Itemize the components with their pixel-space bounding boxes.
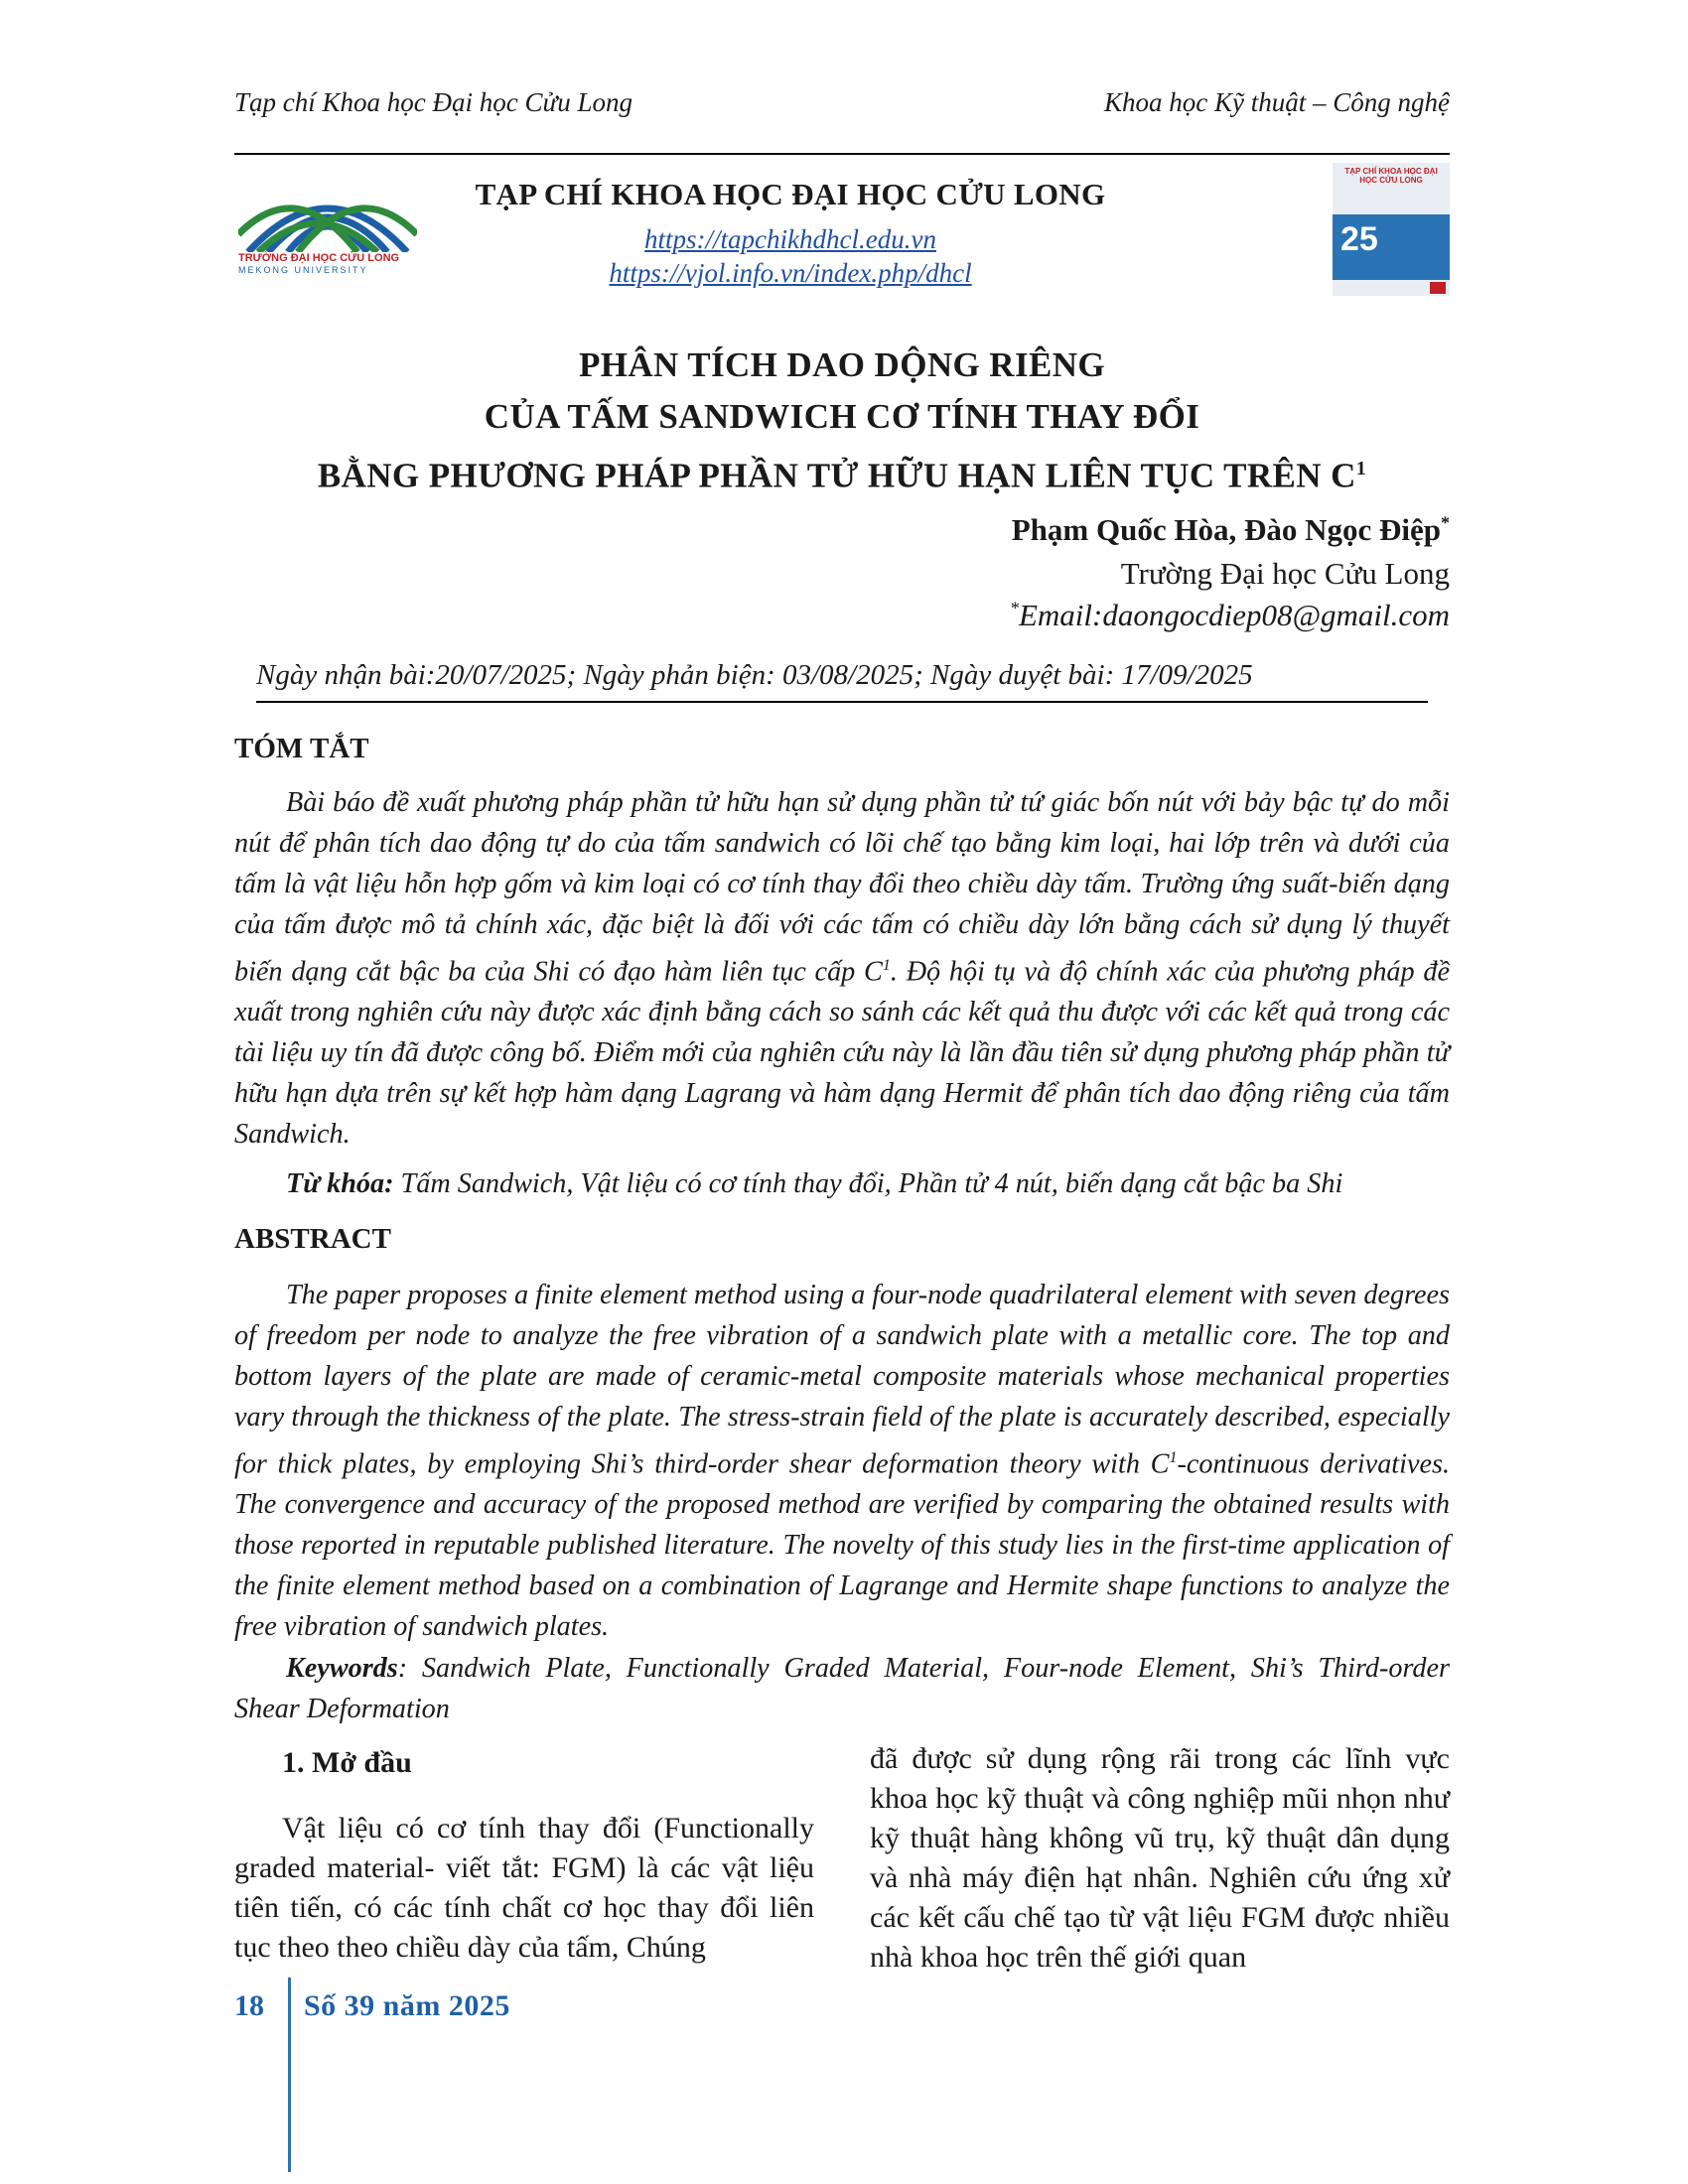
body-paragraph-left: Vật liệu có cơ tính thay đổi (Functionally graded material- viết tắt: FGM) là các vật liệu tiên tiến, có các tính chất cơ học thay đổi liên tục theo theo chiều dày của tấm, Chúng bbox=[234, 1812, 814, 1964]
title-line-2: CỦA TẤM SANDWICH CƠ TÍNH THAY ĐỔI bbox=[484, 397, 1200, 436]
abstract-vi-part-1: Bài báo đề xuất phương pháp phần tử hữu hạn sử dụng phần tử tứ giác bốn nút với bảy bậc tự do mỗi nút để phân tích dao động tự do của tấm sandwich có lõi chế tạo bằng kim loại, hai lớp trên và dưới của tấm là vật liệu hỗn hợp gốm và kim loại có cơ tính thay đổi theo chiều dày tấm. Trường ứng suất-biến dạng của tấm được mô tả chính xác, đặc biệt là đối với các tấm có chiều dày lớn bằng cách sử dụng lý thuyết biến dạng cắt bậc ba của Shi có đạo hàm liên tục cấp C bbox=[234, 787, 1450, 988]
page-number: 18 bbox=[234, 1989, 264, 2022]
journal-link-vjol[interactable]: https://vjol.info.vn/index.php/dhcl bbox=[609, 258, 972, 288]
keywords-en-text: : Sandwich Plate, Functionally Graded Material, Four-node Element, Shi’s Third-order Shear Deformation bbox=[234, 1653, 1450, 1724]
journal-banner bbox=[234, 163, 1450, 294]
keywords-vi bbox=[234, 1163, 1450, 1204]
cover-badge-icon bbox=[1430, 282, 1446, 294]
title-superscript: 1 bbox=[1355, 458, 1367, 479]
footer-rule bbox=[288, 1978, 291, 2172]
cover-text: TẠP CHÍ KHOA HỌC ĐẠI HỌC CỬU LONG bbox=[1344, 167, 1438, 185]
university-logo bbox=[238, 175, 417, 286]
cover-anniversary-number: 25 bbox=[1340, 220, 1378, 258]
submission-dates: Ngày nhận bài:20/07/2025; Ngày phản biện: 03/08/2025; Ngày duyệt bài: 17/09/2025 bbox=[256, 659, 1253, 691]
journal-link-primary[interactable]: https://tapchikhdhcl.edu.vn bbox=[644, 224, 936, 254]
journal-name: TẠP CHÍ KHOA HỌC ĐẠI HỌC CỬU LONG bbox=[475, 177, 1106, 211]
body-paragraph-right: đã được sử dụng rộng rãi trong các lĩnh vực khoa học kỹ thuật và công nghiệp mũi nhọn như kỹ thuật hàng không vũ trụ, kỹ thuật dân dụng và nhà máy điện hạt nhân. Nghiên cứu ứng xử các kết cấu chế tạo từ vật liệu FGM được nhiều nhà khoa học trên thế giới quan bbox=[870, 1742, 1450, 1974]
email-mark: * bbox=[1009, 598, 1019, 618]
email-text[interactable]: Email:daongocdiep08@gmail.com bbox=[1018, 598, 1450, 632]
running-head bbox=[234, 87, 1450, 127]
cover-header bbox=[1333, 163, 1450, 214]
title-line-3-text: BẰNG PHƯƠNG PHÁP PHẦN TỬ HỮU HẠN LIÊN TỤC TRÊN C bbox=[317, 456, 1356, 495]
abstract-vi-heading: TÓM TẮT bbox=[234, 733, 369, 764]
keywords-en bbox=[234, 1648, 1450, 1729]
abstract-en-part-2: -continuous derivatives. The convergence and accuracy of the proposed method are verified by comparing the obtained results with those reported in reputable published literature. The novelty of this study lies in the first-time application of the finite element method based on a combination of Lagrange and Hermite shape functions to analyze the free vibration of sandwich plates. bbox=[234, 1448, 1450, 1643]
author-list bbox=[1012, 512, 1450, 548]
abstract-en bbox=[234, 1275, 1450, 1647]
section-heading-introduction: 1. Mở đầu bbox=[282, 1746, 412, 1779]
dates-rule bbox=[256, 701, 1428, 703]
issue-label: Số 39 năm 2025 bbox=[304, 1989, 510, 2022]
abstract-vi-part-2: . Độ hội tụ và độ chính xác của phương pháp đề xuất trong nghiên cứu này được xác định bằng cách so sánh các kết quả thu được với các kết quả trong các tài liệu uy tín đã được công bố. Điểm mới của nghiên cứu này là lần đầu tiên sử dụng phương pháp phần tử hữu hạn dựa trên sự kết hợp hàm dạng Lagrang và hàm dạng Hermit để phân tích dao động riêng của tấm Sandwich. bbox=[234, 956, 1450, 1151]
corresponding-mark: * bbox=[1441, 512, 1450, 533]
header-rule bbox=[234, 153, 1450, 155]
journal-cover-thumbnail bbox=[1333, 163, 1450, 296]
keywords-vi-label: Từ khóa: bbox=[286, 1168, 394, 1199]
abstract-en-heading: ABSTRACT bbox=[234, 1223, 391, 1255]
logo-wordmark bbox=[238, 252, 417, 276]
logo-arches-icon bbox=[238, 175, 417, 252]
author-names: Phạm Quốc Hòa, Đào Ngọc Điệp bbox=[1011, 512, 1441, 547]
author-affiliation: Trường Đại học Cửu Long bbox=[1120, 556, 1450, 591]
author-email bbox=[1010, 598, 1450, 633]
body-column-right bbox=[870, 1739, 1450, 1978]
title-line-3 bbox=[234, 443, 1450, 502]
abstract-vi-superscript: 1 bbox=[882, 957, 891, 974]
paper-title bbox=[234, 340, 1450, 502]
logo-subtext: MEKONG UNIVERSITY bbox=[238, 265, 368, 275]
abstract-en-part-1: The paper proposes a finite element method using a four-node quadrilateral element with seven degrees of freedom per node to analyze the free vibration of a sandwich plate with a metallic core. The top and bottom layers of the plate are made of ceramic-metal composite materials whose mechanical properties vary through the thickness of the plate. The stress-strain field of the plate is accurately described, especially for thick plates, by employing Shi’s third-order shear deformation theory with C bbox=[234, 1280, 1450, 1480]
body-column-left bbox=[234, 1743, 814, 1968]
title-line-1: PHÂN TÍCH DAO DỘNG RIÊNG bbox=[578, 345, 1106, 384]
keywords-en-label: Keywords bbox=[286, 1653, 398, 1684]
logo-text: TRƯỜNG ĐẠI HỌC CỬU LONG bbox=[238, 252, 400, 264]
abstract-en-superscript: 1 bbox=[1169, 1449, 1178, 1466]
keywords-vi-text: Tấm Sandwich, Vật liệu có cơ tính thay đổi, Phần tử 4 nút, biến dạng cắt bậc ba Shi bbox=[393, 1168, 1343, 1199]
section-running-title: Khoa học Kỹ thuật – Công nghệ bbox=[1104, 87, 1450, 117]
journal-running-title: Tạp chí Khoa học Đại học Cửu Long bbox=[234, 87, 633, 117]
abstract-vi bbox=[234, 782, 1450, 1155]
